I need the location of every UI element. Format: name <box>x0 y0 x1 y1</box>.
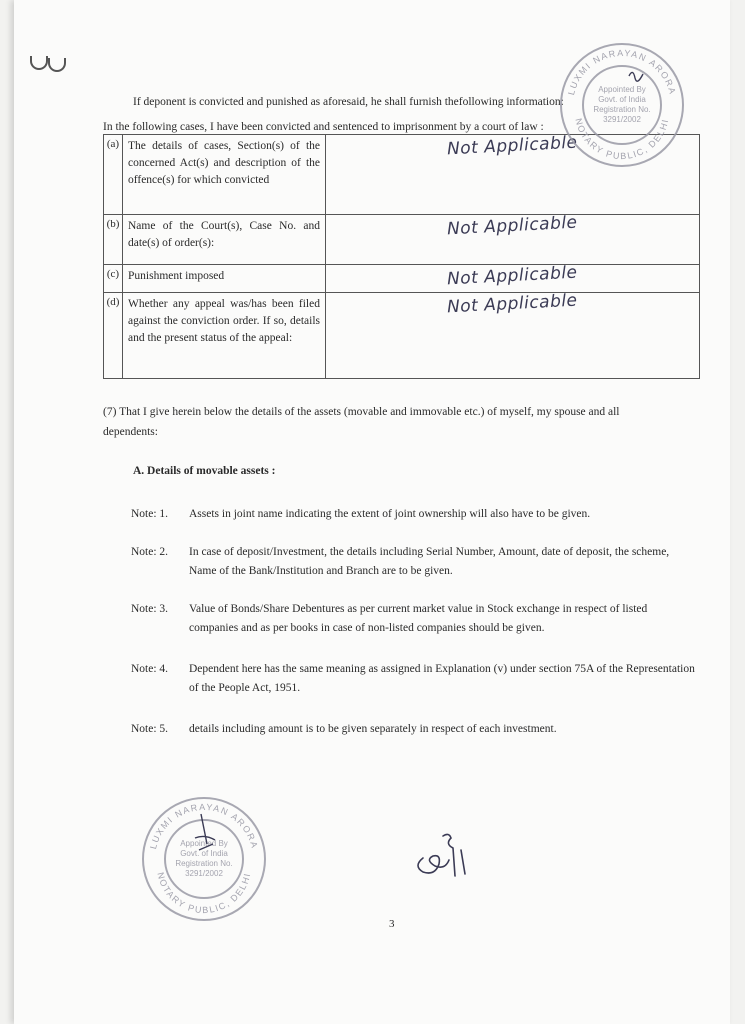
note-label: Note: 1. <box>131 508 169 520</box>
handwritten-value: Not Applicable <box>446 262 579 290</box>
stamp-bottom-text: NOTARY PUBLIC, DELHI <box>573 117 671 162</box>
note-text: In case of deposit/Investment, the details including Serial Number, Amount, date of deposit, the scheme, Name of the Bank/Institution and Branch are to be given. <box>189 546 670 577</box>
note-text: Value of Bonds/Share Debentures as per current market value in Stock exchange in respect of listed companies and as per books in case of non-listed companies should be given. <box>189 603 648 634</box>
notary-stamp-bottom <box>139 794 269 924</box>
stamp-line: Govt. of India <box>598 95 646 104</box>
row-value-cell <box>326 262 700 293</box>
handwritten-value: Not Applicable <box>446 290 579 318</box>
conviction-details-table <box>103 134 700 379</box>
table-row <box>104 215 700 265</box>
row-key: (a) <box>104 135 123 215</box>
note-label: Note: 2. <box>131 546 169 558</box>
row-key: (b) <box>104 215 123 265</box>
note-label: Note: 3. <box>131 603 169 615</box>
note-text: details including amount is to be given separately in respect of each investment. <box>189 723 557 735</box>
punch-hole-mark <box>30 56 48 70</box>
note-text: Dependent here has the same meaning as assigned in Explanation (v) under section 75A of the Representation of the People Act, 1951. <box>189 663 695 694</box>
document-page <box>14 0 730 1024</box>
stamp-line: 3291/2002 <box>185 869 223 878</box>
stamp-line: Govt. of India <box>180 849 228 858</box>
stamp-line: Registration No. <box>175 859 233 868</box>
table-row <box>104 293 700 379</box>
row-description: The details of cases, Section(s) of the concerned Act(s) and description of the offence(s) for which convicted <box>123 135 326 215</box>
note-label: Note: 5. <box>131 723 169 735</box>
row-key: (d) <box>104 293 123 379</box>
stamp-ring-text: LUXMI NARAYAN ARORA <box>148 801 260 851</box>
table-row <box>104 265 700 293</box>
notary-stamp-top <box>557 40 687 170</box>
row-value-cell <box>326 290 700 379</box>
row-key: (c) <box>104 265 123 293</box>
handwritten-value: Not Applicable <box>446 212 579 240</box>
stamp-line: Registration No. <box>593 105 651 114</box>
paragraph-7-line-1: (7) That I give herein below the details of the assets (movable and immovable etc.) of myself, my spouse and all <box>103 406 620 418</box>
intro-line-2: In the following cases, I have been convicted and sentenced to imprisonment by a court of law : <box>103 121 544 133</box>
intro-line-1: If deponent is convicted and punished as aforesaid, he shall furnish thefollowing information: <box>133 96 564 108</box>
note-text: Assets in joint name indicating the extent of joint ownership will also have to be given. <box>189 508 591 520</box>
note-label: Note: 4. <box>131 663 169 675</box>
section-heading: A. Details of movable assets : <box>133 465 276 477</box>
paragraph-7-line-2: dependents: <box>103 426 158 438</box>
handwritten-value: Not Applicable <box>446 132 579 160</box>
row-description: Punishment imposed <box>123 265 326 293</box>
stamp-line: Appointed By <box>598 85 646 94</box>
stamp-bottom-text: NOTARY PUBLIC, DELHI <box>155 871 253 916</box>
signature <box>409 828 479 888</box>
page-number: 3 <box>389 918 395 930</box>
punch-hole-mark <box>48 58 66 72</box>
stamp-ring-text: LUXMI NARAYAN ARORA <box>566 47 678 97</box>
row-description: Name of the Court(s), Case No. and date(s) of order(s): <box>123 215 326 265</box>
row-value-cell <box>326 212 700 265</box>
stamp-line: Appointed By <box>180 839 228 848</box>
row-description: Whether any appeal was/has been filed against the conviction order. If so, details and the present status of the appeal: <box>123 293 326 379</box>
stamp-line: 3291/2002 <box>603 115 641 124</box>
